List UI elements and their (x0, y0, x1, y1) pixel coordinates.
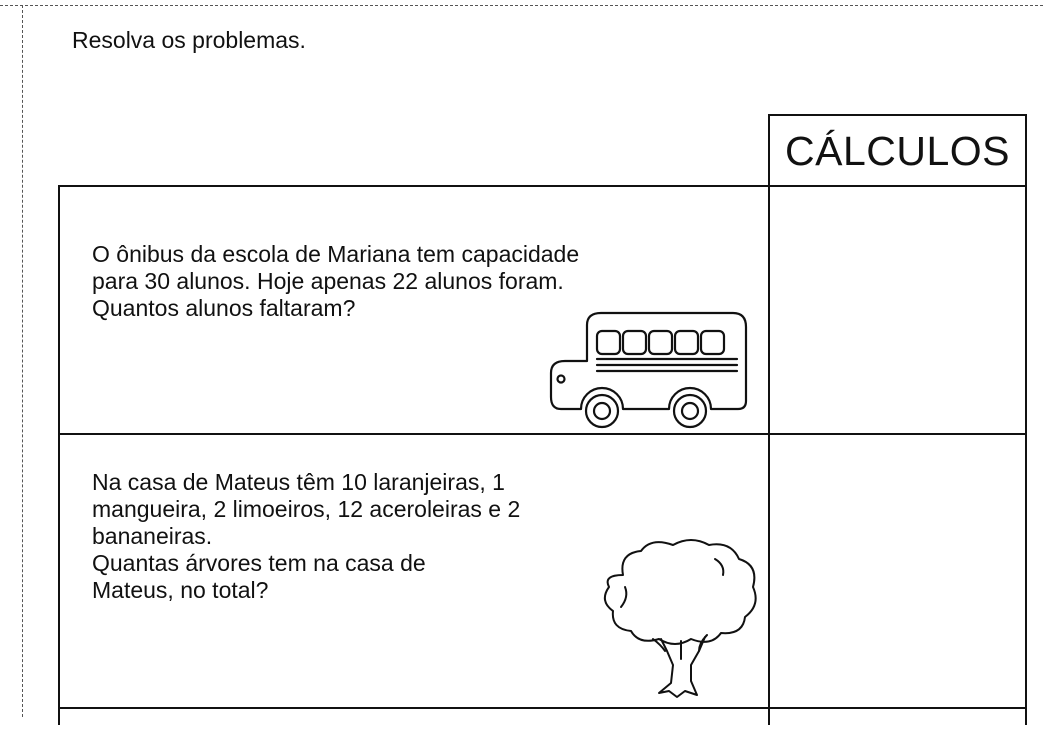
calculations-header: CÁLCULOS (768, 114, 1027, 186)
instruction-text: Resolva os problemas. (72, 27, 306, 53)
calc-answer-cell-3[interactable] (770, 709, 1027, 729)
calc-answer-cell-1[interactable] (770, 187, 1027, 433)
cut-line-left (22, 5, 23, 717)
problem-2-text (92, 469, 520, 604)
problem-line: para 30 alunos. Hoje apenas 22 alunos foram. (92, 268, 564, 294)
problem-line: O ônibus da escola de Mariana tem capacidade (92, 241, 580, 267)
problem-1-text (92, 241, 579, 322)
calc-answer-cell-2[interactable] (770, 435, 1027, 707)
problem-line: Quantas árvores tem na casa de (92, 550, 426, 576)
tree-icon (595, 535, 765, 700)
cut-line-top (0, 5, 1043, 6)
problem-line: Mateus, no total? (92, 577, 269, 603)
problem-line: mangueira, 2 limoeiros, 12 aceroleiras e 2 (92, 496, 521, 522)
problems-table (58, 185, 1027, 725)
bus-icon (547, 309, 752, 433)
problem-line: Quantos alunos faltaram? (92, 295, 356, 321)
problem-line: Na casa de Mateus têm 10 laranjeiras, 1 (92, 469, 505, 495)
problem-line: bananeiras. (92, 523, 213, 549)
